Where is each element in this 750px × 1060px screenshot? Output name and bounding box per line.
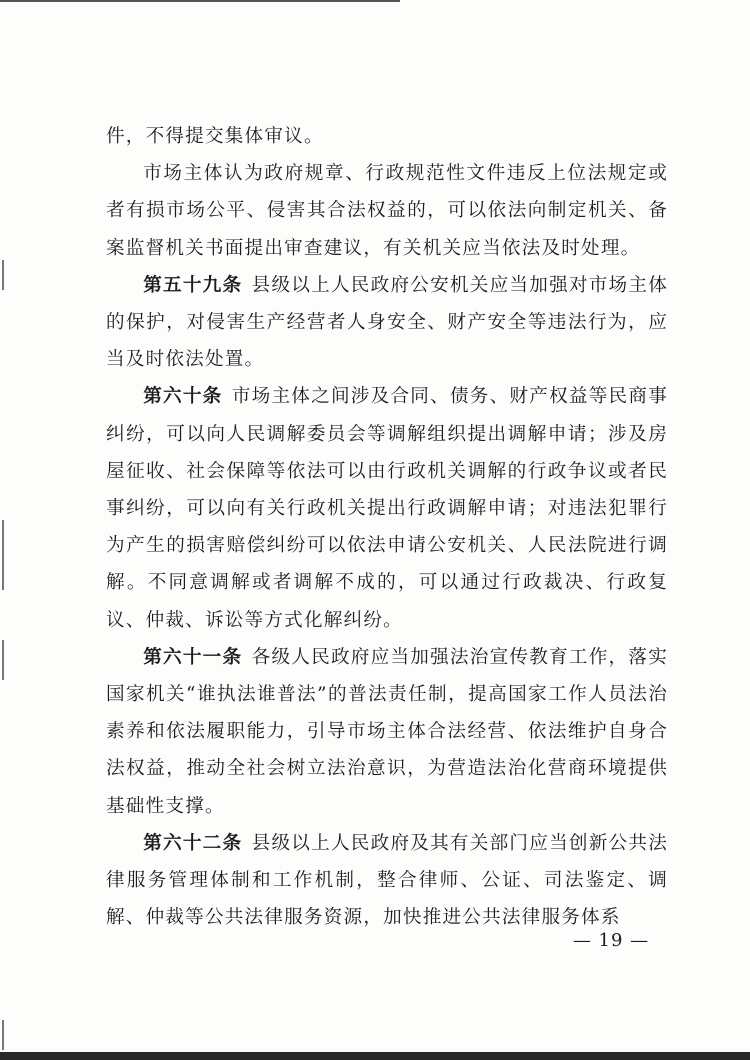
paragraph <box>106 639 668 825</box>
article-number: 第五十九条 <box>143 274 243 296</box>
paragraph <box>106 378 668 638</box>
article-number: 第六十条 <box>143 386 223 408</box>
scan-top-rule <box>0 0 400 2</box>
body-text <box>106 118 668 936</box>
scan-edge-mark <box>2 260 4 290</box>
paragraph <box>106 267 668 379</box>
paragraph-text: 各级人民政府应当加强法治宣传教育工作，落实国家机关“谁执法谁普法”的普法责任制，提高国家工作人员法治素养和依法履职能力，引导市场主体合法经营、依法维护自身合法权益，推动全社会树立法治意识，为营造法治化营商环境提供基础性支撑。 <box>106 646 669 817</box>
paragraph-text: 县级以上人民政府及其有关部门应当创新公共法律服务管理体制和工作机制，整合律师、公证、司法鉴定、调解、仲裁等公共法律服务资源，加快推进公共法律服务体系 <box>106 832 668 929</box>
paragraph-text: 县级以上人民政府公安机关应当加强对市场主体的保护，对侵害生产经营者人身安全、财产安全等违法行为，应当及时依法处置。 <box>106 274 668 371</box>
scan-edge-mark <box>2 520 4 590</box>
paragraph-text: 市场主体认为政府规章、行政规范性文件违反上位法规定或者有损市场公平、侵害其合法权益的，可以依法向制定机关、备案监督机关书面提出审查建议，有关机关应当依法及时处理。 <box>106 163 668 259</box>
paragraph <box>106 155 668 267</box>
article-number: 第六十二条 <box>143 832 243 854</box>
paragraph-text: 件，不得提交集体审议。 <box>106 126 324 147</box>
page-number: — 19 — <box>572 930 650 951</box>
paragraph <box>106 825 668 937</box>
article-number: 第六十一条 <box>143 646 243 668</box>
scan-edge-mark <box>2 640 4 680</box>
scan-edge-mark <box>2 1020 4 1050</box>
scan-bottom-edge <box>0 1052 750 1060</box>
paragraph <box>106 118 668 155</box>
paragraph-text: 市场主体之间涉及合同、债务、财产权益等民商事纠纷，可以向人民调解委员会等调解组织提出调解申请；涉及房屋征收、社会保障等依法可以由行政机关调解的行政争议或者民事纠纷，可以向有关行政机关提出行政调解申请；对违法犯罪行为产生的损害赔偿纠纷可以依法申请公安机关、人民法院进行调解。不同意调解或者调解不成的，可以通过行政裁决、行政复议、仲裁、诉讼等方式化解纠纷。 <box>106 386 668 631</box>
